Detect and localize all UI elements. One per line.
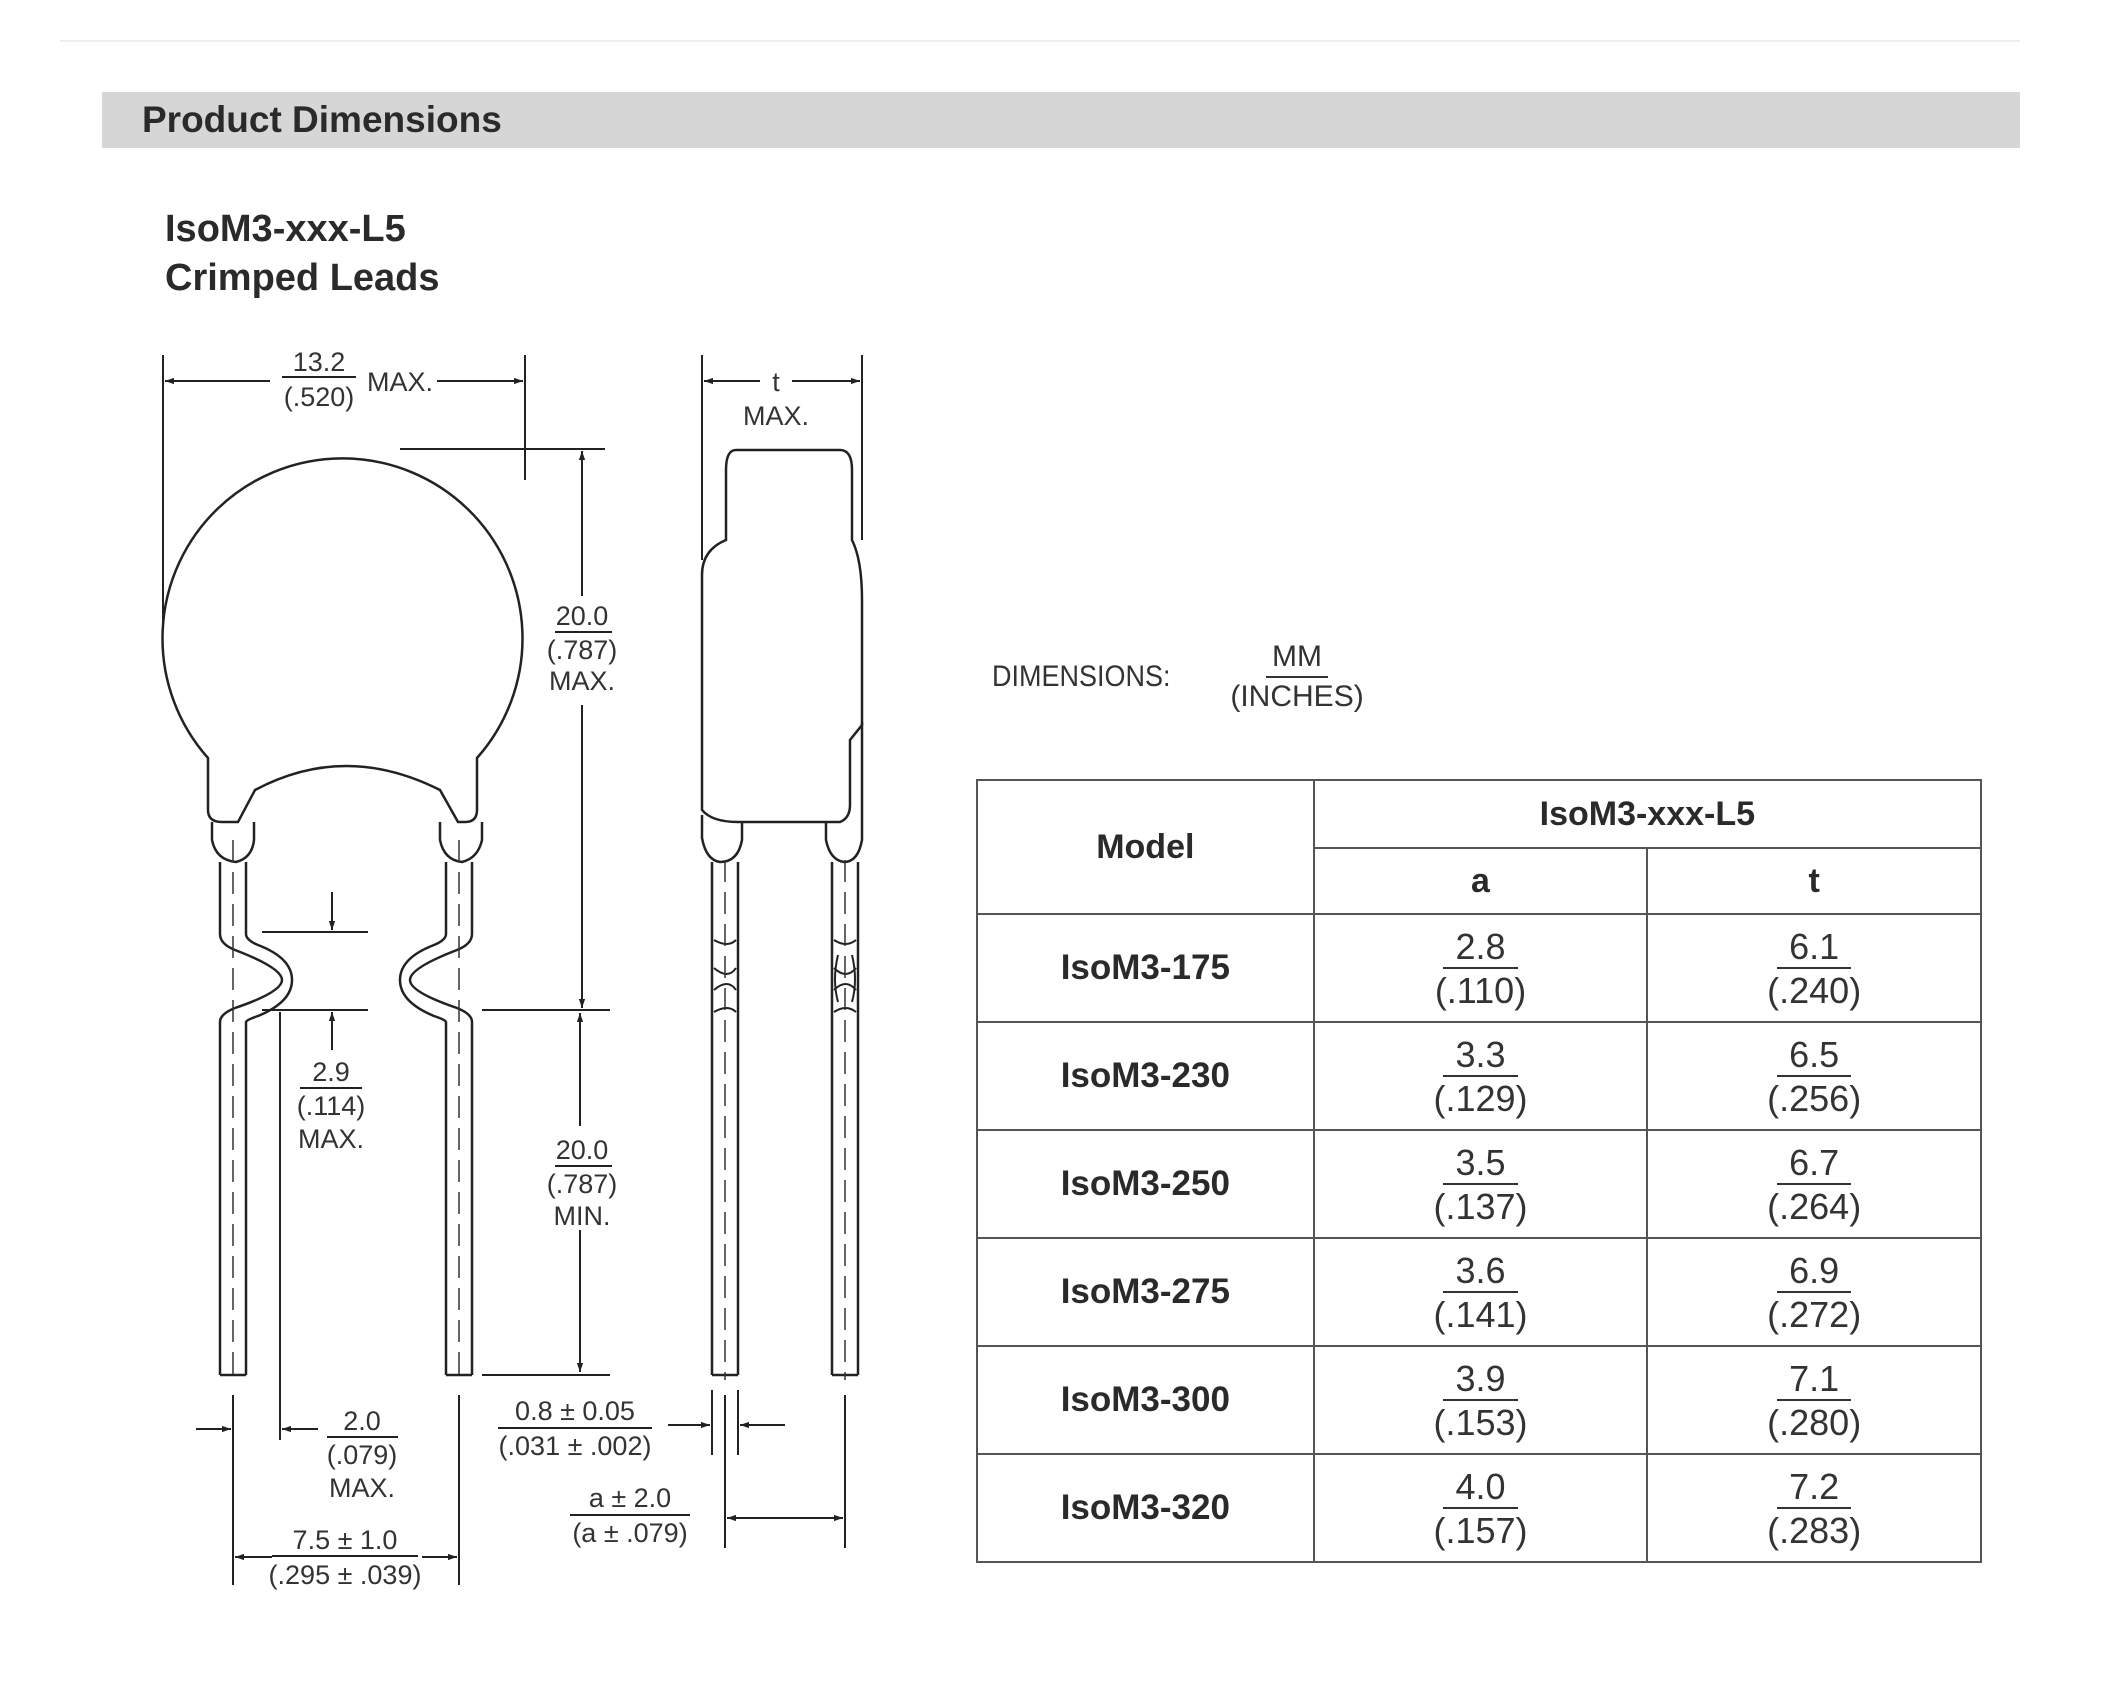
dim-crimp-offset-mm: 2.0 bbox=[343, 1406, 381, 1436]
side-view bbox=[702, 450, 862, 1375]
dimensions-legend bbox=[992, 640, 1364, 714]
table-row bbox=[977, 1454, 1981, 1562]
a-cell bbox=[1314, 1238, 1648, 1346]
model-header: Model bbox=[977, 780, 1314, 914]
product-variant-line: Crimped Leads bbox=[165, 257, 440, 299]
a-cell bbox=[1314, 1130, 1648, 1238]
table-row bbox=[977, 1346, 1981, 1454]
t-cell bbox=[1647, 1346, 1981, 1454]
dim-lead-length-in: (.787) bbox=[546, 1169, 618, 1199]
model-cell: IsoM3-320 bbox=[977, 1454, 1314, 1562]
right-lead-crimp bbox=[400, 934, 472, 1022]
dim-crimp-mm: 2.9 bbox=[312, 1057, 350, 1087]
t-in: (.240) bbox=[1767, 969, 1862, 1011]
t-mm: 6.5 bbox=[1777, 1035, 1851, 1077]
table-row bbox=[977, 1130, 1981, 1238]
section-title: Product Dimensions bbox=[142, 99, 502, 140]
dim-seat-mm: a ± 2.0 bbox=[588, 1483, 672, 1513]
table-row bbox=[977, 914, 1981, 1022]
a-mm: 3.5 bbox=[1443, 1143, 1517, 1185]
dim-thickness-label: t bbox=[772, 367, 780, 397]
a-cell bbox=[1314, 1022, 1648, 1130]
units-mm: MM bbox=[1266, 640, 1328, 678]
a-in: (.157) bbox=[1433, 1509, 1528, 1551]
dimensions-label: DIMENSIONS: bbox=[992, 660, 1171, 693]
a-in: (.129) bbox=[1433, 1077, 1528, 1119]
table-row bbox=[977, 1238, 1981, 1346]
a-in: (.110) bbox=[1434, 969, 1527, 1011]
a-mm: 3.3 bbox=[1443, 1035, 1517, 1077]
model-cell: IsoM3-175 bbox=[977, 914, 1314, 1022]
t-mm: 7.2 bbox=[1777, 1467, 1851, 1509]
dim-width-in: (.520) bbox=[283, 382, 355, 412]
dim-width-mm: 13.2 bbox=[292, 347, 346, 377]
table-row bbox=[977, 1022, 1981, 1130]
model-cell: IsoM3-275 bbox=[977, 1238, 1314, 1346]
dim-width-note: MAX. bbox=[367, 367, 434, 397]
t-mm: 6.7 bbox=[1777, 1143, 1851, 1185]
a-mm: 2.8 bbox=[1443, 927, 1517, 969]
front-view bbox=[163, 458, 523, 1375]
units-inches: (INCHES) bbox=[1230, 680, 1364, 713]
left-lead-crimp bbox=[220, 934, 292, 1022]
a-cell bbox=[1314, 1346, 1648, 1454]
t-cell bbox=[1647, 1454, 1981, 1562]
varistor-side-body bbox=[702, 450, 862, 822]
col-t-header: t bbox=[1647, 848, 1981, 914]
a-mm: 4.0 bbox=[1443, 1467, 1517, 1509]
t-mm: 7.1 bbox=[1777, 1359, 1851, 1401]
dim-body-height-mm: 20.0 bbox=[555, 601, 609, 631]
t-cell bbox=[1647, 1022, 1981, 1130]
dim-pitch-mm: 7.5 ± 1.0 bbox=[292, 1525, 398, 1555]
t-in: (.280) bbox=[1767, 1401, 1862, 1443]
dim-crimp-in: (.114) bbox=[296, 1091, 366, 1121]
t-in: (.264) bbox=[1767, 1185, 1862, 1227]
dim-thickness-note: MAX. bbox=[742, 401, 810, 431]
dim-lead-length-mm: 20.0 bbox=[555, 1135, 609, 1165]
a-cell bbox=[1314, 914, 1648, 1022]
units-fraction bbox=[1230, 640, 1363, 714]
a-in: (.153) bbox=[1433, 1401, 1528, 1443]
t-cell bbox=[1647, 1238, 1981, 1346]
model-cell: IsoM3-250 bbox=[977, 1130, 1314, 1238]
dim-lead-dia-mm: 0.8 ± 0.05 bbox=[515, 1396, 635, 1426]
dimension-lines bbox=[163, 355, 862, 1585]
series-header: IsoM3-xxx-L5 bbox=[1314, 780, 1981, 848]
varistor-disc bbox=[163, 458, 523, 822]
dim-crimp-note: MAX. bbox=[297, 1124, 365, 1154]
a-mm: 3.9 bbox=[1443, 1359, 1517, 1401]
col-a-header: a bbox=[1314, 848, 1648, 914]
a-mm: 3.6 bbox=[1443, 1251, 1517, 1293]
t-cell bbox=[1647, 914, 1981, 1022]
t-mm: 6.9 bbox=[1777, 1251, 1851, 1293]
dim-lead-dia-in: (.031 ± .002) bbox=[498, 1431, 652, 1461]
a-in: (.137) bbox=[1433, 1185, 1528, 1227]
t-mm: 6.1 bbox=[1777, 927, 1851, 969]
product-model-line: IsoM3-xxx-L5 bbox=[165, 208, 406, 250]
a-cell bbox=[1314, 1454, 1648, 1562]
dimensions-table bbox=[976, 779, 1982, 1563]
dim-seat-in: (a ± .079) bbox=[572, 1518, 688, 1548]
dim-crimp-offset-in: (.079) bbox=[326, 1440, 398, 1470]
a-in: (.141) bbox=[1433, 1293, 1528, 1335]
dimension-labels bbox=[269, 347, 809, 1590]
dim-lead-length-note: MIN. bbox=[553, 1201, 611, 1231]
dim-body-height-in: (.787) bbox=[546, 635, 618, 665]
dim-pitch-in: (.295 ± .039) bbox=[268, 1560, 422, 1590]
t-in: (.283) bbox=[1767, 1509, 1862, 1551]
t-cell bbox=[1647, 1130, 1981, 1238]
dim-body-height-note: MAX. bbox=[548, 666, 616, 696]
dim-crimp-offset-note: MAX. bbox=[328, 1473, 396, 1503]
model-cell: IsoM3-230 bbox=[977, 1022, 1314, 1130]
t-in: (.256) bbox=[1767, 1077, 1862, 1119]
model-cell: IsoM3-300 bbox=[977, 1346, 1314, 1454]
t-in: (.272) bbox=[1767, 1293, 1862, 1335]
